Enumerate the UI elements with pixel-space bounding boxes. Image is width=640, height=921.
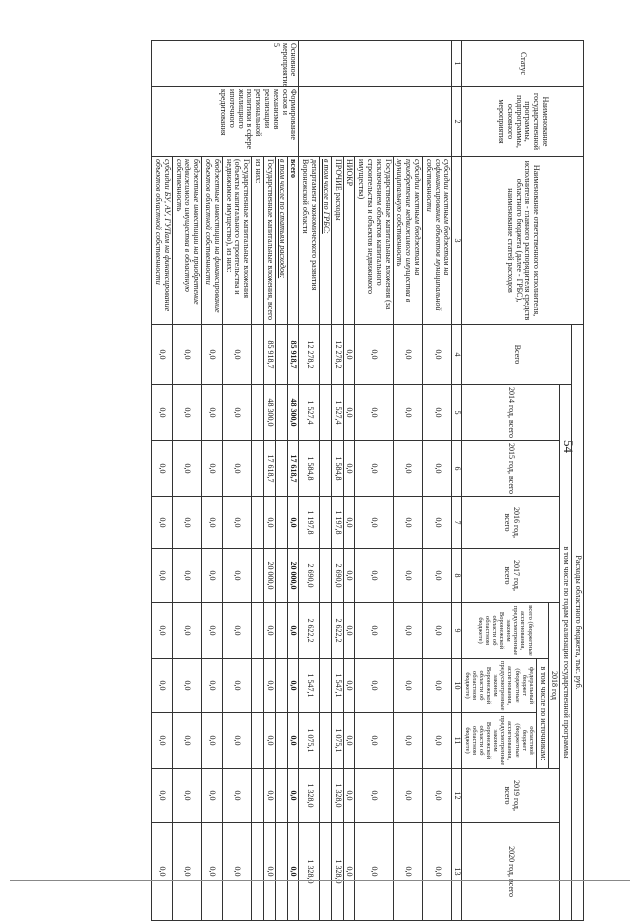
value-cell: 0,0 (343, 325, 355, 385)
value-cell: 1 547,1 (331, 659, 343, 713)
value-cell: 0,0 (202, 603, 223, 659)
event5-name: Формирование основ и механизмов реализации региональной политики в сфере жилищного ипотечного кредитования (152, 87, 299, 157)
col-number: 6 (452, 441, 462, 497)
value-cell: 2 690,0 (299, 549, 320, 603)
value-cell (320, 325, 332, 385)
value-cell: 0,0 (152, 603, 173, 659)
value-cell: 0,0 (264, 497, 276, 549)
value-cell (252, 497, 264, 549)
header-expenses: Расходы областного бюджета, тыс. руб. (572, 325, 584, 921)
value-cell: 1 328,0 (299, 823, 320, 921)
header-2017: 2017 год, всего (462, 549, 560, 603)
value-cell: 0,0 (423, 385, 452, 441)
value-cell: 0,0 (355, 497, 393, 549)
value-cell: 1 328,0 (299, 769, 320, 823)
program-cell-empty (299, 87, 452, 157)
value-cell: 0,0 (355, 603, 393, 659)
header-2019: 2019 год, всего (462, 769, 560, 823)
value-cell: 2 690,0 (331, 549, 343, 603)
value-cell: 1 075,1 (299, 713, 320, 769)
value-cell (252, 549, 264, 603)
header-2020: 2020 год, всего (462, 823, 560, 921)
row-label: ПРОЧИЕ расходы (331, 157, 343, 325)
header-2016: 2016 год, всего (462, 497, 560, 549)
value-cell: 0,0 (172, 659, 201, 713)
value-cell: 0,0 (222, 497, 251, 549)
row-label: субсидии БУ, АУ, ГУПам на финансирование объектов областной собственности (152, 157, 173, 325)
value-cell: 0,0 (287, 603, 299, 659)
value-cell: 0,0 (423, 769, 452, 823)
header-by-sources: в том числе по источникам: (536, 659, 548, 769)
value-cell: 0,0 (172, 713, 201, 769)
value-cell: 0,0 (393, 497, 422, 549)
value-cell (275, 713, 287, 769)
value-cell (275, 603, 287, 659)
value-cell (252, 659, 264, 713)
value-cell: 0,0 (152, 823, 173, 921)
value-cell: 1 075,1 (331, 713, 343, 769)
value-cell: 0,0 (343, 497, 355, 549)
value-cell: 0,0 (423, 497, 452, 549)
col-number: 3 (452, 157, 462, 325)
value-cell (320, 713, 332, 769)
value-cell: 0,0 (287, 713, 299, 769)
header-2018-total: всего (бюджетные ассигнования, предусмотренные законом Воронежской области об областном бюджете) (462, 603, 548, 659)
table-row (393, 41, 422, 921)
value-cell: 0,0 (355, 441, 393, 497)
value-cell: 0,0 (287, 769, 299, 823)
col-number: 4 (452, 325, 462, 385)
value-cell (252, 823, 264, 921)
table-row (222, 41, 251, 921)
table-row (320, 41, 332, 921)
value-cell: 0,0 (172, 769, 201, 823)
value-cell: 0,0 (355, 769, 393, 823)
value-cell: 0,0 (287, 659, 299, 713)
value-cell: 0,0 (222, 823, 251, 921)
value-cell: 0,0 (393, 769, 422, 823)
page-number: 54 (561, 440, 576, 453)
value-cell: 1 197,8 (299, 497, 320, 549)
value-cell: 12 278,2 (299, 325, 320, 385)
header-by-years: в том числе по годам реализации государственной программы (560, 385, 572, 921)
col-number: 9 (452, 603, 462, 659)
value-cell: 0,0 (152, 549, 173, 603)
value-cell: 0,0 (393, 325, 422, 385)
value-cell (252, 325, 264, 385)
column-numbers-row (452, 41, 462, 921)
value-cell (252, 769, 264, 823)
value-cell: 0,0 (393, 385, 422, 441)
header-2014: 2014 год, всего (462, 385, 560, 441)
value-cell: 0,0 (202, 441, 223, 497)
value-cell: 0,0 (287, 823, 299, 921)
value-cell (320, 823, 332, 921)
value-cell: 0,0 (152, 385, 173, 441)
table-row (343, 41, 355, 921)
value-cell: 0,0 (222, 441, 251, 497)
rotated-table-sheet (24, 40, 584, 920)
value-cell: 0,0 (222, 385, 251, 441)
value-cell: 0,0 (355, 325, 393, 385)
col-number: 10 (452, 659, 462, 713)
value-cell (275, 325, 287, 385)
value-cell: 0,0 (264, 713, 276, 769)
col-number: 7 (452, 497, 462, 549)
value-cell: 0,0 (355, 823, 393, 921)
value-cell: 0,0 (423, 823, 452, 921)
value-cell: 1 527,4 (331, 385, 343, 441)
value-cell: 0,0 (423, 713, 452, 769)
value-cell: 48 300,0 (287, 385, 299, 441)
value-cell: 1 197,8 (331, 497, 343, 549)
row-label: из них: (252, 157, 264, 325)
row-label: Государственные капитальные вложения (за исключением объектов капитального строительства и объектов недвижимого имущества) (355, 157, 393, 325)
row-label: в том числе по ГРБС: (320, 157, 332, 325)
value-cell (252, 441, 264, 497)
col-number: 13 (452, 823, 462, 921)
table-row (264, 41, 276, 921)
value-cell (320, 497, 332, 549)
value-cell (252, 603, 264, 659)
value-cell: 1 584,8 (331, 441, 343, 497)
value-cell: 0,0 (152, 441, 173, 497)
header-executor: Наименование ответственного исполнителя, исполнителя - главного распорядителя средств областного бюджета (далее - ГРБС), наименование статей расходов (462, 157, 584, 325)
header-2015: 2015 год, всего (462, 441, 560, 497)
table-row (172, 41, 201, 921)
value-cell: 1 584,8 (299, 441, 320, 497)
header-total: Всего (462, 325, 572, 385)
value-cell: 0,0 (423, 441, 452, 497)
value-cell: 0,0 (393, 659, 422, 713)
event5-status: Основное мероприятие 5 (152, 41, 299, 87)
header-2018: 2018 год (548, 603, 560, 769)
value-cell (275, 659, 287, 713)
value-cell (320, 549, 332, 603)
row-label: в том числе по статьям расходов: (275, 157, 287, 325)
value-cell: 0,0 (222, 713, 251, 769)
value-cell: 0,0 (222, 549, 251, 603)
table-row (287, 41, 299, 921)
value-cell: 0,0 (343, 713, 355, 769)
col-number: 8 (452, 549, 462, 603)
table-row (252, 41, 264, 921)
value-cell: 0,0 (343, 769, 355, 823)
value-cell: 0,0 (393, 549, 422, 603)
value-cell: 1 527,4 (299, 385, 320, 441)
table-row (202, 41, 223, 921)
row-label: бюджетные инвестиции на финансирование объектов областной собственности (202, 157, 223, 325)
value-cell: 0,0 (287, 497, 299, 549)
value-cell: 0,0 (202, 659, 223, 713)
row-label: субсидии местным бюджетам на софинансирование объектов муниципальной собственности (423, 157, 452, 325)
value-cell (275, 769, 287, 823)
value-cell: 0,0 (264, 823, 276, 921)
value-cell: 48 300,0 (264, 385, 276, 441)
value-cell: 0,0 (423, 603, 452, 659)
value-cell: 0,0 (264, 769, 276, 823)
value-cell (275, 385, 287, 441)
table-row (423, 41, 452, 921)
value-cell: 0,0 (343, 385, 355, 441)
value-cell: 0,0 (202, 325, 223, 385)
value-cell: 0,0 (264, 659, 276, 713)
row-label: субсидии местным бюджетам на приобретение недвижимого имущества в муниципальную собственность (393, 157, 422, 325)
header-regional: областной бюджет (бюджетные ассигнования, предусмотренные законом Воронежской области об областном бюджете) (462, 713, 536, 769)
table-row (331, 41, 343, 921)
value-cell: 0,0 (355, 659, 393, 713)
value-cell: 0,0 (152, 325, 173, 385)
value-cell: 0,0 (343, 603, 355, 659)
value-cell: 0,0 (172, 497, 201, 549)
value-cell: 17 618,7 (264, 441, 276, 497)
value-cell: 0,0 (343, 659, 355, 713)
value-cell: 0,0 (172, 823, 201, 921)
value-cell: 12 278,2 (331, 325, 343, 385)
value-cell (252, 713, 264, 769)
value-cell (320, 385, 332, 441)
row-label: Государственные капитальные вложения (объекты капитального строительства и недвижимое имущество), из них: (222, 157, 251, 325)
value-cell: 0,0 (202, 385, 223, 441)
value-cell (275, 549, 287, 603)
value-cell: 0,0 (222, 769, 251, 823)
row-label: бюджетные инвестиции на приобретение недвижимого имущества в областную собственность (172, 157, 201, 325)
value-cell: 1 547,1 (299, 659, 320, 713)
value-cell (320, 659, 332, 713)
table-body (152, 41, 452, 921)
value-cell: 1 328,0 (331, 823, 343, 921)
col-number: 12 (452, 769, 462, 823)
value-cell: 0,0 (343, 549, 355, 603)
value-cell: 0,0 (202, 823, 223, 921)
value-cell (275, 441, 287, 497)
value-cell: 0,0 (202, 769, 223, 823)
col-number: 11 (452, 713, 462, 769)
header-federal: федеральный бюджет (бюджетные ассигнования, предусмотренные законом Воронежской области об областном бюджете) (462, 659, 536, 713)
value-cell: 0,0 (172, 441, 201, 497)
value-cell: 0,0 (423, 659, 452, 713)
value-cell: 20 000,0 (264, 549, 276, 603)
value-cell: 0,0 (423, 325, 452, 385)
value-cell (275, 823, 287, 921)
value-cell (252, 385, 264, 441)
value-cell: 17 618,7 (287, 441, 299, 497)
table-row (275, 41, 287, 921)
value-cell: 0,0 (152, 769, 173, 823)
row-label: всего (287, 157, 299, 325)
table-header (452, 41, 584, 921)
table-row (355, 41, 393, 921)
value-cell: 0,0 (202, 549, 223, 603)
value-cell: 0,0 (343, 823, 355, 921)
value-cell: 2 622,2 (331, 603, 343, 659)
value-cell: 0,0 (172, 325, 201, 385)
table-row (152, 41, 173, 921)
value-cell: 0,0 (222, 603, 251, 659)
value-cell: 0,0 (393, 823, 422, 921)
header-status: Статус (462, 41, 584, 87)
value-cell: 0,0 (152, 713, 173, 769)
value-cell: 0,0 (355, 385, 393, 441)
value-cell: 0,0 (393, 713, 422, 769)
header-program-name: Наименование государственной программы, подпрограммы, основного мероприятия (462, 87, 584, 157)
col-number: 1 (452, 41, 462, 87)
value-cell: 0,0 (152, 497, 173, 549)
value-cell (275, 497, 287, 549)
value-cell: 0,0 (202, 713, 223, 769)
table-row (299, 41, 320, 921)
row-label: Государственные капитальные вложения, всего (264, 157, 276, 325)
value-cell: 0,0 (264, 603, 276, 659)
value-cell (320, 441, 332, 497)
value-cell: 1 328,0 (331, 769, 343, 823)
expenses-table (151, 40, 584, 921)
value-cell: 0,0 (343, 441, 355, 497)
value-cell: 0,0 (222, 325, 251, 385)
value-cell: 0,0 (423, 549, 452, 603)
value-cell: 0,0 (393, 603, 422, 659)
col-number: 5 (452, 385, 462, 441)
value-cell: 0,0 (152, 659, 173, 713)
status-cell-empty (299, 41, 452, 87)
value-cell: 20 000,0 (287, 549, 299, 603)
value-cell: 2 622,2 (299, 603, 320, 659)
value-cell (320, 769, 332, 823)
value-cell: 0,0 (172, 549, 201, 603)
value-cell: 0,0 (222, 659, 251, 713)
row-label: департамент экономического развития Воронежской области (299, 157, 320, 325)
col-number: 2 (452, 87, 462, 157)
value-cell: 85 918,7 (264, 325, 276, 385)
value-cell (320, 603, 332, 659)
value-cell: 85 918,7 (287, 325, 299, 385)
value-cell: 0,0 (172, 385, 201, 441)
value-cell: 0,0 (355, 549, 393, 603)
value-cell: 0,0 (172, 603, 201, 659)
value-cell: 0,0 (202, 497, 223, 549)
page-bottom-divider (10, 880, 630, 881)
value-cell: 0,0 (393, 441, 422, 497)
row-label: НИОКР (343, 157, 355, 325)
value-cell: 0,0 (355, 713, 393, 769)
